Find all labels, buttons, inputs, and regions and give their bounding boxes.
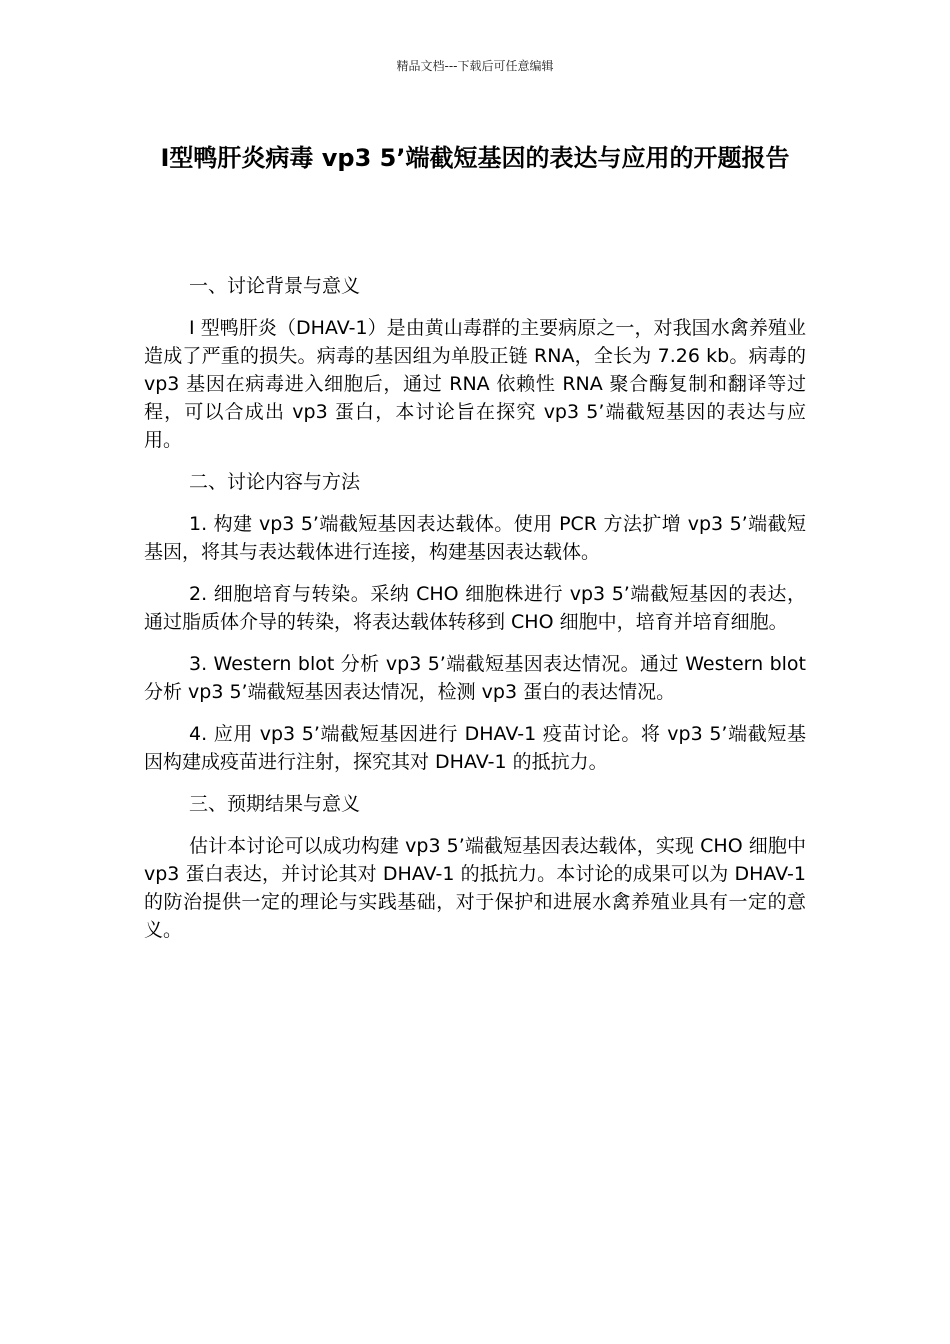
paragraph: 4. 应用 vp3 5’端截短基因进行 DHAV-1 疫苗讨论。将 vp3 5’端截短基因构建成疫苗进行注射，探究其对 DHAV-1 的抵抗力。 <box>144 723 806 773</box>
paragraph: 1. 构建 vp3 5’端截短基因表达载体。使用 PCR 方法扩增 vp3 5’端截短基因，将其与表达载体进行连接，构建基因表达载体。 <box>144 513 806 563</box>
section-heading: 二、讨论内容与方法 <box>189 471 361 493</box>
section-heading: 三、预期结果与意义 <box>189 793 361 815</box>
document-body <box>144 272 806 958</box>
document-title: Ⅰ型鸭肝炎病毒 vp3 5’端截短基因的表达与应用的开题报告 <box>160 144 790 172</box>
section-methods <box>144 468 806 776</box>
section-expected-results <box>144 790 806 944</box>
paragraph: 估计本讨论可以成功构建 vp3 5’端截短基因表达载体，实现 CHO 细胞中 vp3 蛋白表达，并讨论其对 DHAV-1 的抵抗力。本讨论的成果可以为 DHAV-1 的防治提供一定的理论与实践基础，对于保护和进展水禽养殖业具有一定的意义。 <box>144 835 806 941</box>
paragraph: 2. 细胞培育与转染。采纳 CHO 细胞株进行 vp3 5’端截短基因的表达，通过脂质体介导的转染，将表达载体转移到 CHO 细胞中，培育并培育细胞。 <box>144 583 806 633</box>
section-heading: 一、讨论背景与意义 <box>189 275 361 297</box>
paragraph: I 型鸭肝炎（DHAV-1）是由黄山毒群的主要病原之一，对我国水禽养殖业造成了严重的损失。病毒的基因组为单股正链 RNA，全长为 7.26 kb。病毒的 vp3 基因在病毒进入细胞后，通过 RNA 依赖性 RNA 聚合酶复制和翻译等过程，可以合成出 vp3 蛋白，本讨论旨在探究 vp3 5’端截短基因的表达与应用。 <box>144 317 806 451</box>
section-background <box>144 272 806 454</box>
paragraph: 3. Western blot 分析 vp3 5’端截短基因表达情况。通过 Western blot 分析 vp3 5’端截短基因表达情况，检测 vp3 蛋白的表达情况。 <box>144 653 806 703</box>
header-note: 精品文档---下载后可任意编辑 <box>396 59 554 73</box>
